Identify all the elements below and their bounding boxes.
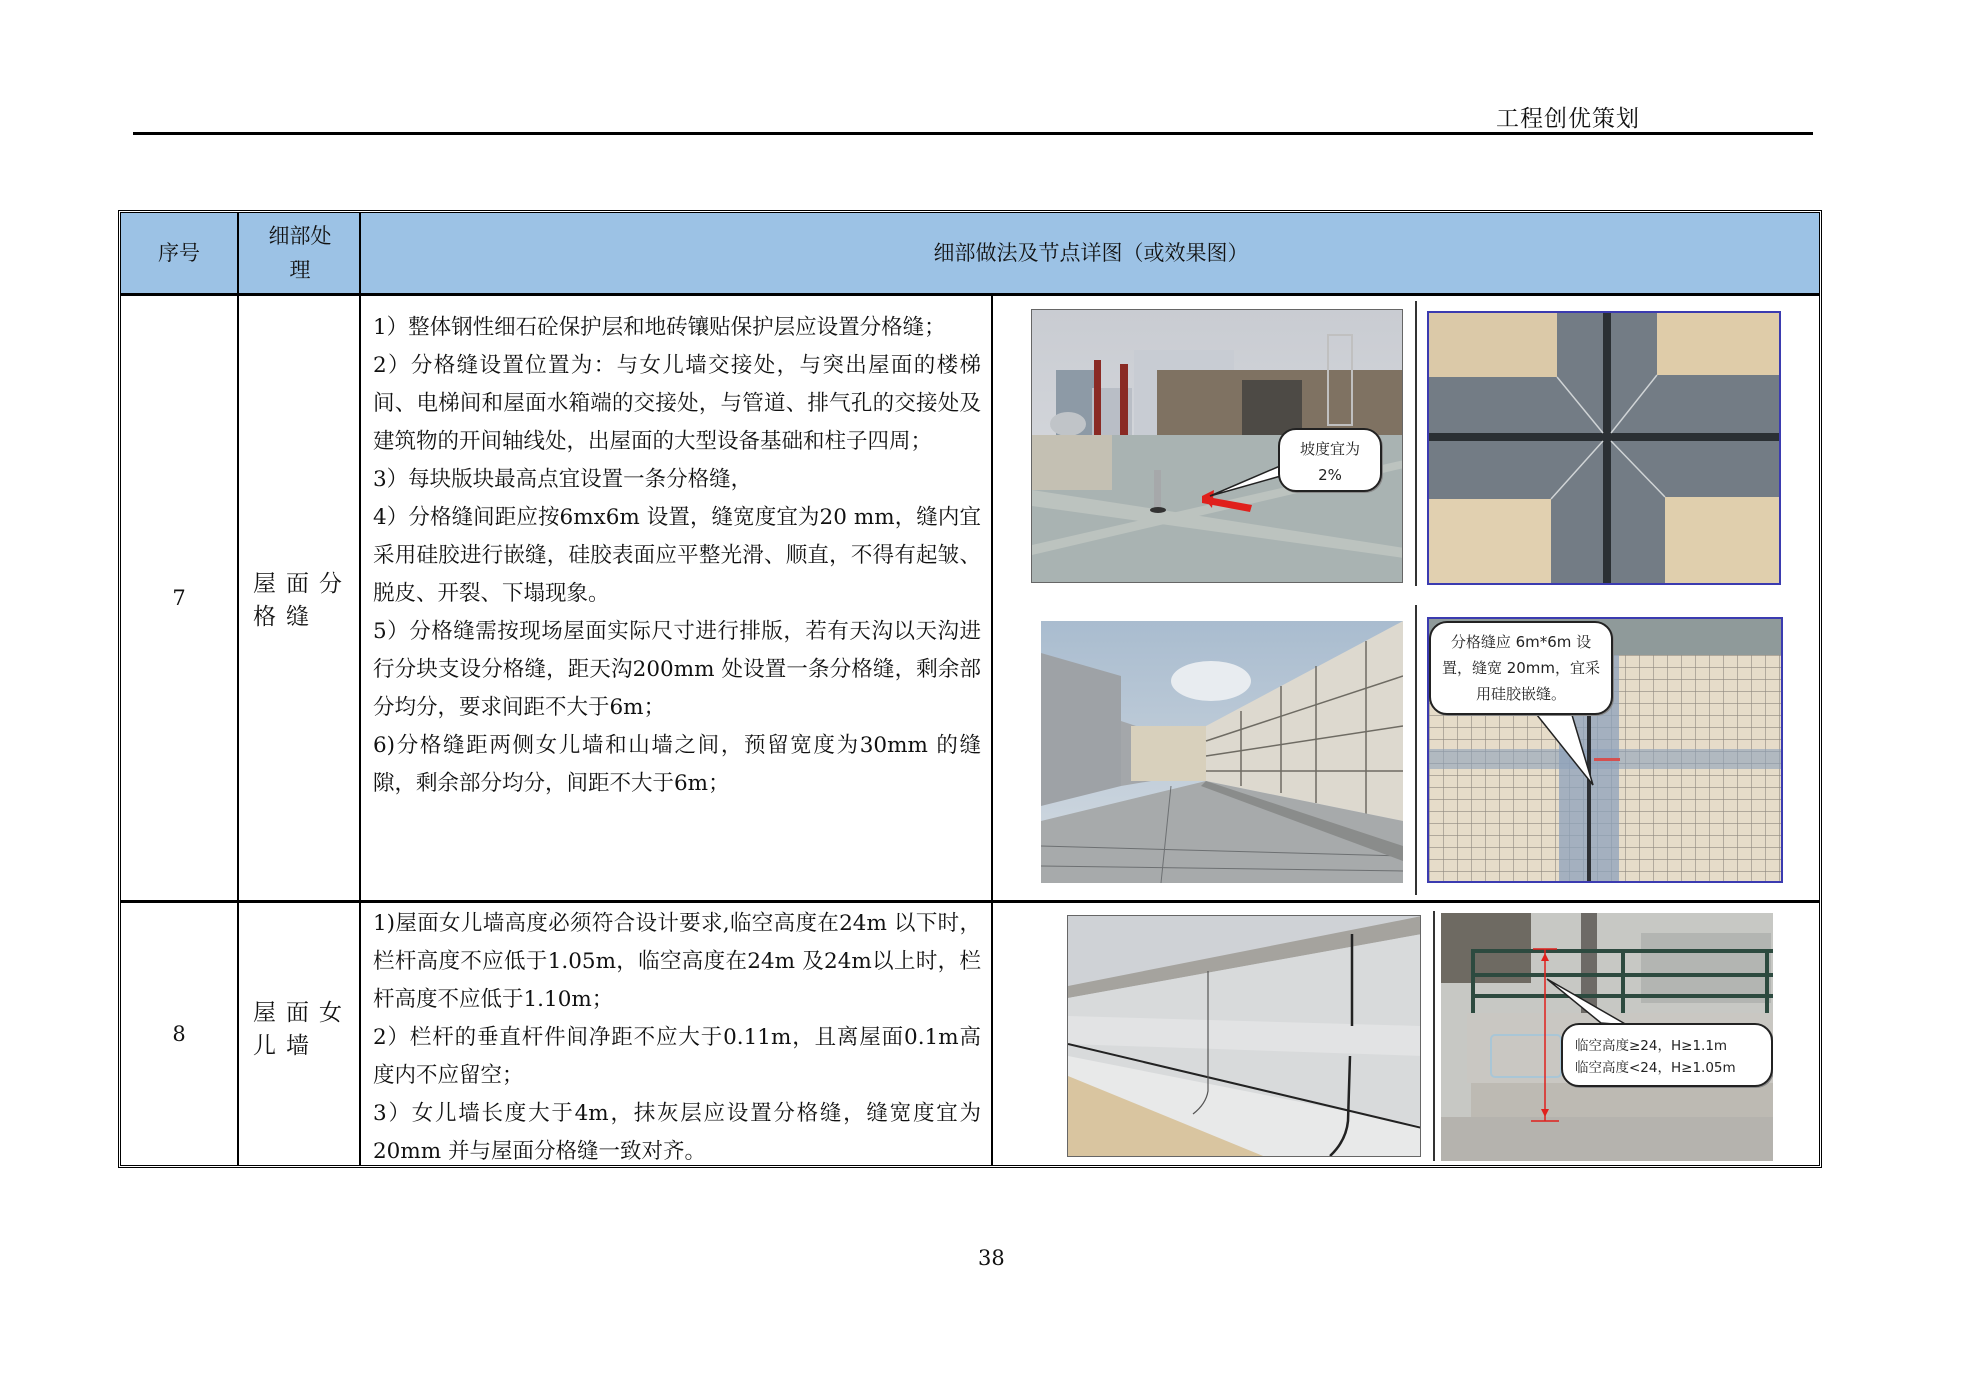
- parapet-wall-image: [1068, 916, 1421, 1157]
- railing-height-photo: [1441, 913, 1773, 1161]
- tile-joint-photo: [1427, 617, 1783, 883]
- row8-name: [239, 997, 359, 1063]
- header-detail: [239, 213, 361, 293]
- header-method-label: 细部做法及节点详图（或效果图）: [933, 241, 1249, 265]
- parapet-wall-photo: [1067, 915, 1421, 1157]
- row8-name-line2: 儿墙: [253, 1033, 319, 1059]
- row8-item-2: 2）栏杆的垂直杆件间净距不应大于0.11m，且离屋面0.1m高度内不应留空；: [373, 1025, 981, 1088]
- railing-callout: [1561, 1023, 1773, 1087]
- joint-callout: 分格缝应 6m*6m 设置，缝宽 20mm，宜采用硅胶嵌缝。: [1429, 621, 1613, 715]
- roof-slope-photo: [1031, 309, 1403, 583]
- row8-index: 8: [172, 1022, 186, 1046]
- header-rule: [133, 132, 1813, 135]
- railing-callout-line1: 临空高度≥24，H≥1.1m: [1575, 1038, 1728, 1054]
- row-divider: [121, 900, 1819, 903]
- row7-name-line1: 屋面分: [253, 571, 352, 597]
- row7-item-3: 3）每块版块最高点宜设置一条分格缝，: [373, 467, 753, 492]
- row7-description: [361, 309, 991, 803]
- image-divider-7b: [1415, 605, 1417, 895]
- row7-index: 7: [172, 586, 186, 610]
- row7-item-2: 2）分格缝设置位置为：与女儿墙交接处，与突出屋面的楼梯间、电梯间和屋面水箱端的交接处，与管道、排气孔的交接处及建筑物的开间轴线处，出屋面的大型设备基础和柱子四周；: [373, 353, 981, 454]
- row8-description: [361, 905, 991, 1171]
- row8-name-line1: 屋面女: [253, 1000, 352, 1026]
- detail-table: [118, 210, 1822, 1168]
- image-divider-7a: [1415, 301, 1417, 586]
- row7-item-4: 4）分格缝间距应按6mx6m 设置，缝宽度宜为20 mm，缝内宜采用硅胶进行嵌缝，硅胶表面应平整光滑、顺直，不得有起皱、脱皮、开裂、下塌现象。: [373, 505, 981, 606]
- slope-callout-line2: 2%: [1318, 466, 1342, 484]
- header-detail-line1: 细部处: [268, 224, 332, 248]
- header-detail-line2: 理: [289, 258, 311, 282]
- header-index: [121, 213, 237, 293]
- roof-parapet-corridor-photo: [1041, 621, 1403, 883]
- row7-item-5: 5）分格缝需按现场屋面实际尺寸进行排版，若有天沟以天沟进行分块支设分格缝，距天沟200mm 处设置一条分格缝，剩余部分均分，要求间距不大于6m；: [373, 619, 981, 720]
- row7-item-1: 1）整体钢性细石砼保护层和地砖镶贴保护层应设置分格缝；: [373, 315, 946, 340]
- row7-name-line2: 格缝: [253, 604, 319, 630]
- page-header-title: 工程创优策划: [1496, 106, 1640, 132]
- image-divider-8: [1433, 911, 1435, 1161]
- row8-item-3: 3）女儿墙长度大于4m，抹灰层应设置分格缝，缝宽度宜为20mm 并与屋面分格缝一致对齐。: [373, 1101, 981, 1164]
- row7-item-6: 6)分格缝距两侧女儿墙和山墙之间，预留宽度为30mm 的缝隙，剩余部分均分，间距不大于6m；: [373, 733, 981, 796]
- col-divider-3: [991, 293, 993, 1165]
- joint-cross-closeup-photo: [1427, 311, 1781, 585]
- slope-callout-line1: 坡度宜为: [1299, 440, 1360, 458]
- railing-callout-line2: 临空高度<24，H≥1.05m: [1575, 1060, 1736, 1076]
- row8-item-1: 1)屋面女儿墙高度必须符合设计要求,临空高度在24m 以下时，栏杆高度不应低于1.05m，临空高度在24m 及24m以上时，栏杆高度不应低于1.10m；: [373, 911, 981, 1012]
- header-method: [363, 213, 1819, 293]
- slope-callout: [1278, 428, 1382, 492]
- page-number: 38: [978, 1246, 1005, 1270]
- joint-closeup-image: [1429, 313, 1779, 583]
- row7-name: [239, 568, 359, 634]
- corridor-image: [1041, 621, 1403, 883]
- header-index-label: 序号: [158, 241, 200, 265]
